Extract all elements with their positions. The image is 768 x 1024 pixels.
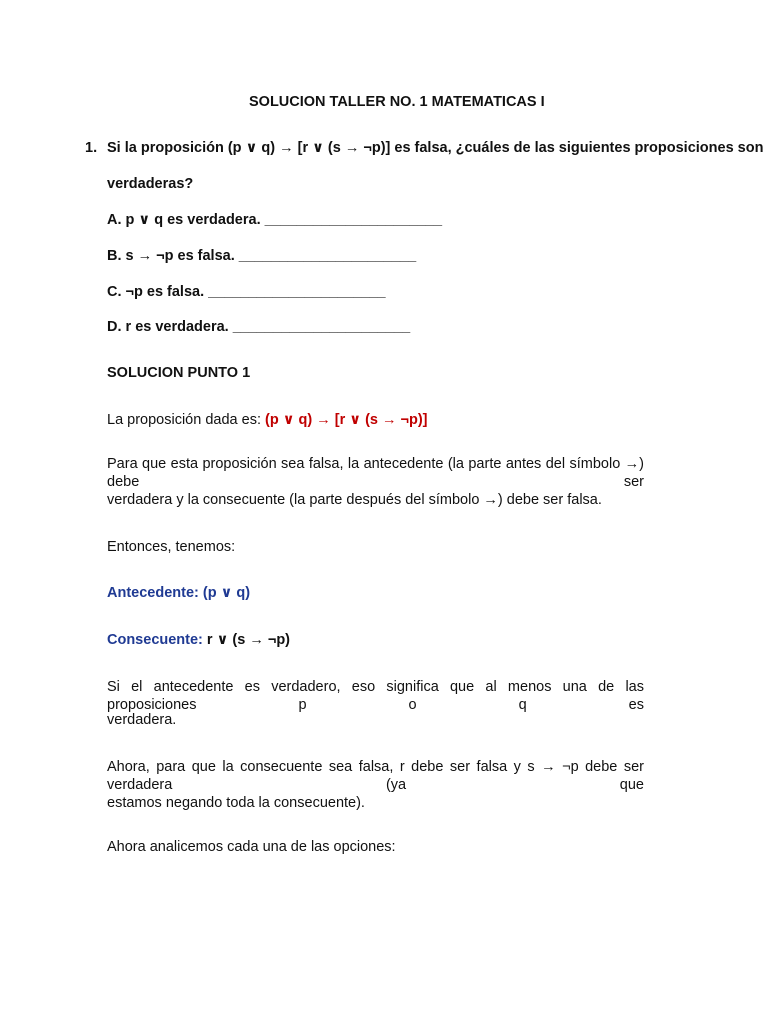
paragraph-falsity-line-1: Para que esta proposición sea falsa, la antecedente (la parte antes del símbolo →) debe ser: [107, 456, 644, 490]
paragraph-consequent-line-2: estamos negando toda la consecuente).: [107, 795, 365, 811]
option-c: C. ¬p es falsa. ______________________: [107, 284, 386, 300]
antecedent-label: Antecedente:: [107, 585, 203, 601]
entonces-text: Entonces, tenemos:: [107, 539, 236, 555]
given-prefix: La proposición dada es:: [107, 412, 265, 428]
paragraph-antecedent-line-1: Si el antecedente es verdadero, eso significa que al menos una de las proposiciones p o q es: [107, 679, 644, 713]
given-formula: (p ∨ q) → [r ∨ (s → ¬p)]: [265, 412, 428, 428]
option-b: B. s → ¬p es falsa. ______________________: [107, 248, 417, 264]
page-title: SOLUCION TALLER NO. 1 MATEMATICAS I: [249, 94, 545, 110]
question-text-line-2: verdaderas?: [107, 176, 194, 192]
paragraph-falsity-line-2: verdadera y la consecuente (la parte después del símbolo →) debe ser falsa.: [107, 492, 602, 508]
given-proposition: [107, 411, 428, 429]
antecedent-line: [107, 584, 250, 602]
solution-heading: SOLUCION PUNTO 1: [107, 365, 251, 381]
paragraph-consequent-line-1: Ahora, para que la consecuente sea falsa, r debe ser falsa y s → ¬p debe ser verdadera (ya que: [107, 759, 644, 793]
antecedent-value: (p ∨ q): [202, 585, 251, 601]
consequent-label: Consecuente:: [107, 632, 207, 648]
consequent-line: [107, 631, 290, 649]
option-a: A. p ∨ q es verdadera. ______________________: [107, 212, 443, 228]
consequent-value: r ∨ (s → ¬p): [206, 632, 290, 648]
option-d: D. r es verdadera. ______________________: [107, 319, 411, 335]
question-text-line-1: Si la proposición (p ∨ q) → [r ∨ (s → ¬p)] es falsa, ¿cuáles de las siguientes proposiciones son: [107, 140, 764, 156]
paragraph-antecedent-line-2: verdadera.: [107, 712, 177, 728]
analysis-intro: Ahora analicemos cada una de las opciones:: [107, 839, 396, 855]
question-number: 1.: [85, 140, 98, 156]
